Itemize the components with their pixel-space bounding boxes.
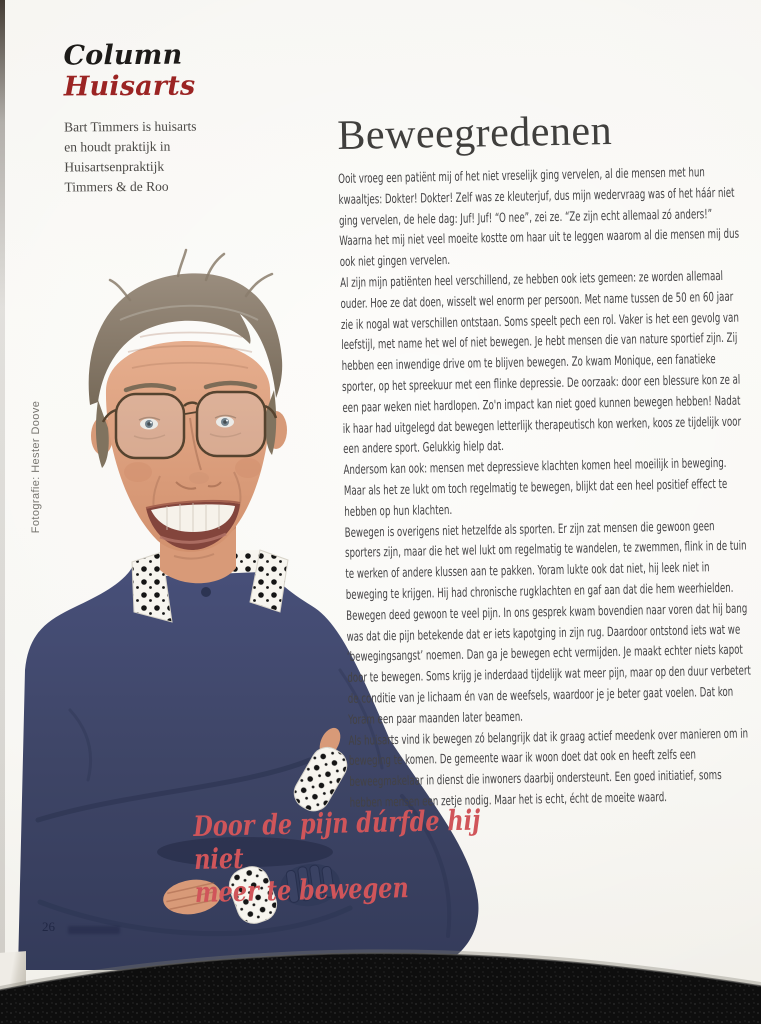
article-paragraph: Als huisarts vind ik bewegen zó belangrijk dat ik graag actief meedenk over manieren om in beweging te komen. De gemeente waar ik woon doet dat ook en heeft zelfs een beweegmakelaar in dienst die inwoners daarbij ondersteunt. Een goed initiatief, soms hebben mensen een zetje nodig. Maar het is echt, écht de moeite waard. [348,726,749,811]
author-bio-line: Timmers & de Roo [64,178,169,195]
column-subject: Huisarts [63,70,196,103]
article-title: Beweegredenen [337,107,613,159]
author-bio-line: Huisartsenpraktijk [64,158,165,175]
author-bio-line: Bart Timmers is huisarts [64,118,197,135]
article [337,104,761,814]
article-body [338,163,755,815]
column-label: Column [63,39,183,72]
author-bio [64,117,197,198]
pull-quote-line-1: Door de pijn dúrfde hij niet [193,803,481,876]
article-paragraph: Ooit vroeg een patiënt mij of het niet vreselijk ging vervelen, al die mensen met hun kwaaltjes: Dokter! Dokter! Zelf was ze kleuterjuf, dus mijn wedervraag was of het háár niet ging vervelen, de hele dag: Juf! Juf! “O nee”, zei ze. “Ze zijn echt allemaal zó anders!” Waarna het mij niet veel moeite kostte om haar uit te leggen waarom al die mensen mij dus ook niet gingen vervelen. [338,165,740,271]
column-header [63,40,196,198]
leather-surface [0,938,761,1024]
page-binding-edge [0,0,5,1024]
author-bio-line: en houdt praktijk in [64,138,171,155]
page-number: 26 [42,919,55,934]
pull-quote [193,802,531,909]
photo-credit: Fotografie: Hester Doove [30,400,42,534]
article-paragraph: Andersom kan ook: mensen met depressieve klachten komen heel moeilijk in beweging. Maar als het ze lukt om toch regelmatig te bewegen, blijkt dat een heel positief effect te hebben op hun klachten. [343,456,728,520]
footer-text-illegible [68,926,120,934]
article-paragraph: Al zijn mijn patiënten heel verschillend, ze hebben ook iets gemeen: ze worden allemaal ouder. Hoe ze dat doen, wisselt wel enorm per persoon. Met name tussen de 50 en 60 jaar zie ik nogal wat verschillen ontstaan. Soms speelt pech een rol. Vaker is het een gevolg van leefstijl, met name het wel of niet bewegen. Je hebt mensen die van nature sportief zijn. Zij hebben een inwendige drive om te blijven bewegen. Zo kwam Monique, een fanatieke sporter, op het spreekuur met een flinke depressie. De oorzaak: door een blessure kon ze al een paar weken niet hardlopen. Zo'n impact kan niet goed kunnen bewegen hebben! Nadat ik haar had uitgelegd dat bewegen letterlijk therapeutisch kon werken, koos ze tijdelijk voor een andere sport. Gelukkig hielp dat. [340,268,742,458]
pull-quote-line-2: meer te bewegen [194,871,410,909]
article-paragraph: Bewegen is overigens niet hetzelfde als sporten. Er zijn zat mensen die gewoon geen sporters zijn, maar die het wel lukt om regelmatig te wandelen, te zwemmen, flink in de tuin te werken of andere klussen aan te pakken. Yoram lukte ook dat niet, hij leek niet in beweging te krijgen. Hij had chronische rugklachten en gaf aan dat die hem weerhielden. Bewegen deed gewoon te veel pijn. In ons gesprek kwam bovendien naar voren dat hij bang was dat die pijn betekende dat er iets kapotging in zijn rug. Daardoor ontstond iets wat we ‘bewegingsangst’ noemen. Dan ga je bewegen echt vermijden. Je maakt echter niets kapot door te bewegen. Soms krijg je inderdaad tijdelijk wat meer pijn, maar op den duur verbetert de conditie van je lichaam én van de weefsels, waardoor je je beter gaat voelen. Dat kon Yoram een paar maanden later beamen. [344,518,752,728]
